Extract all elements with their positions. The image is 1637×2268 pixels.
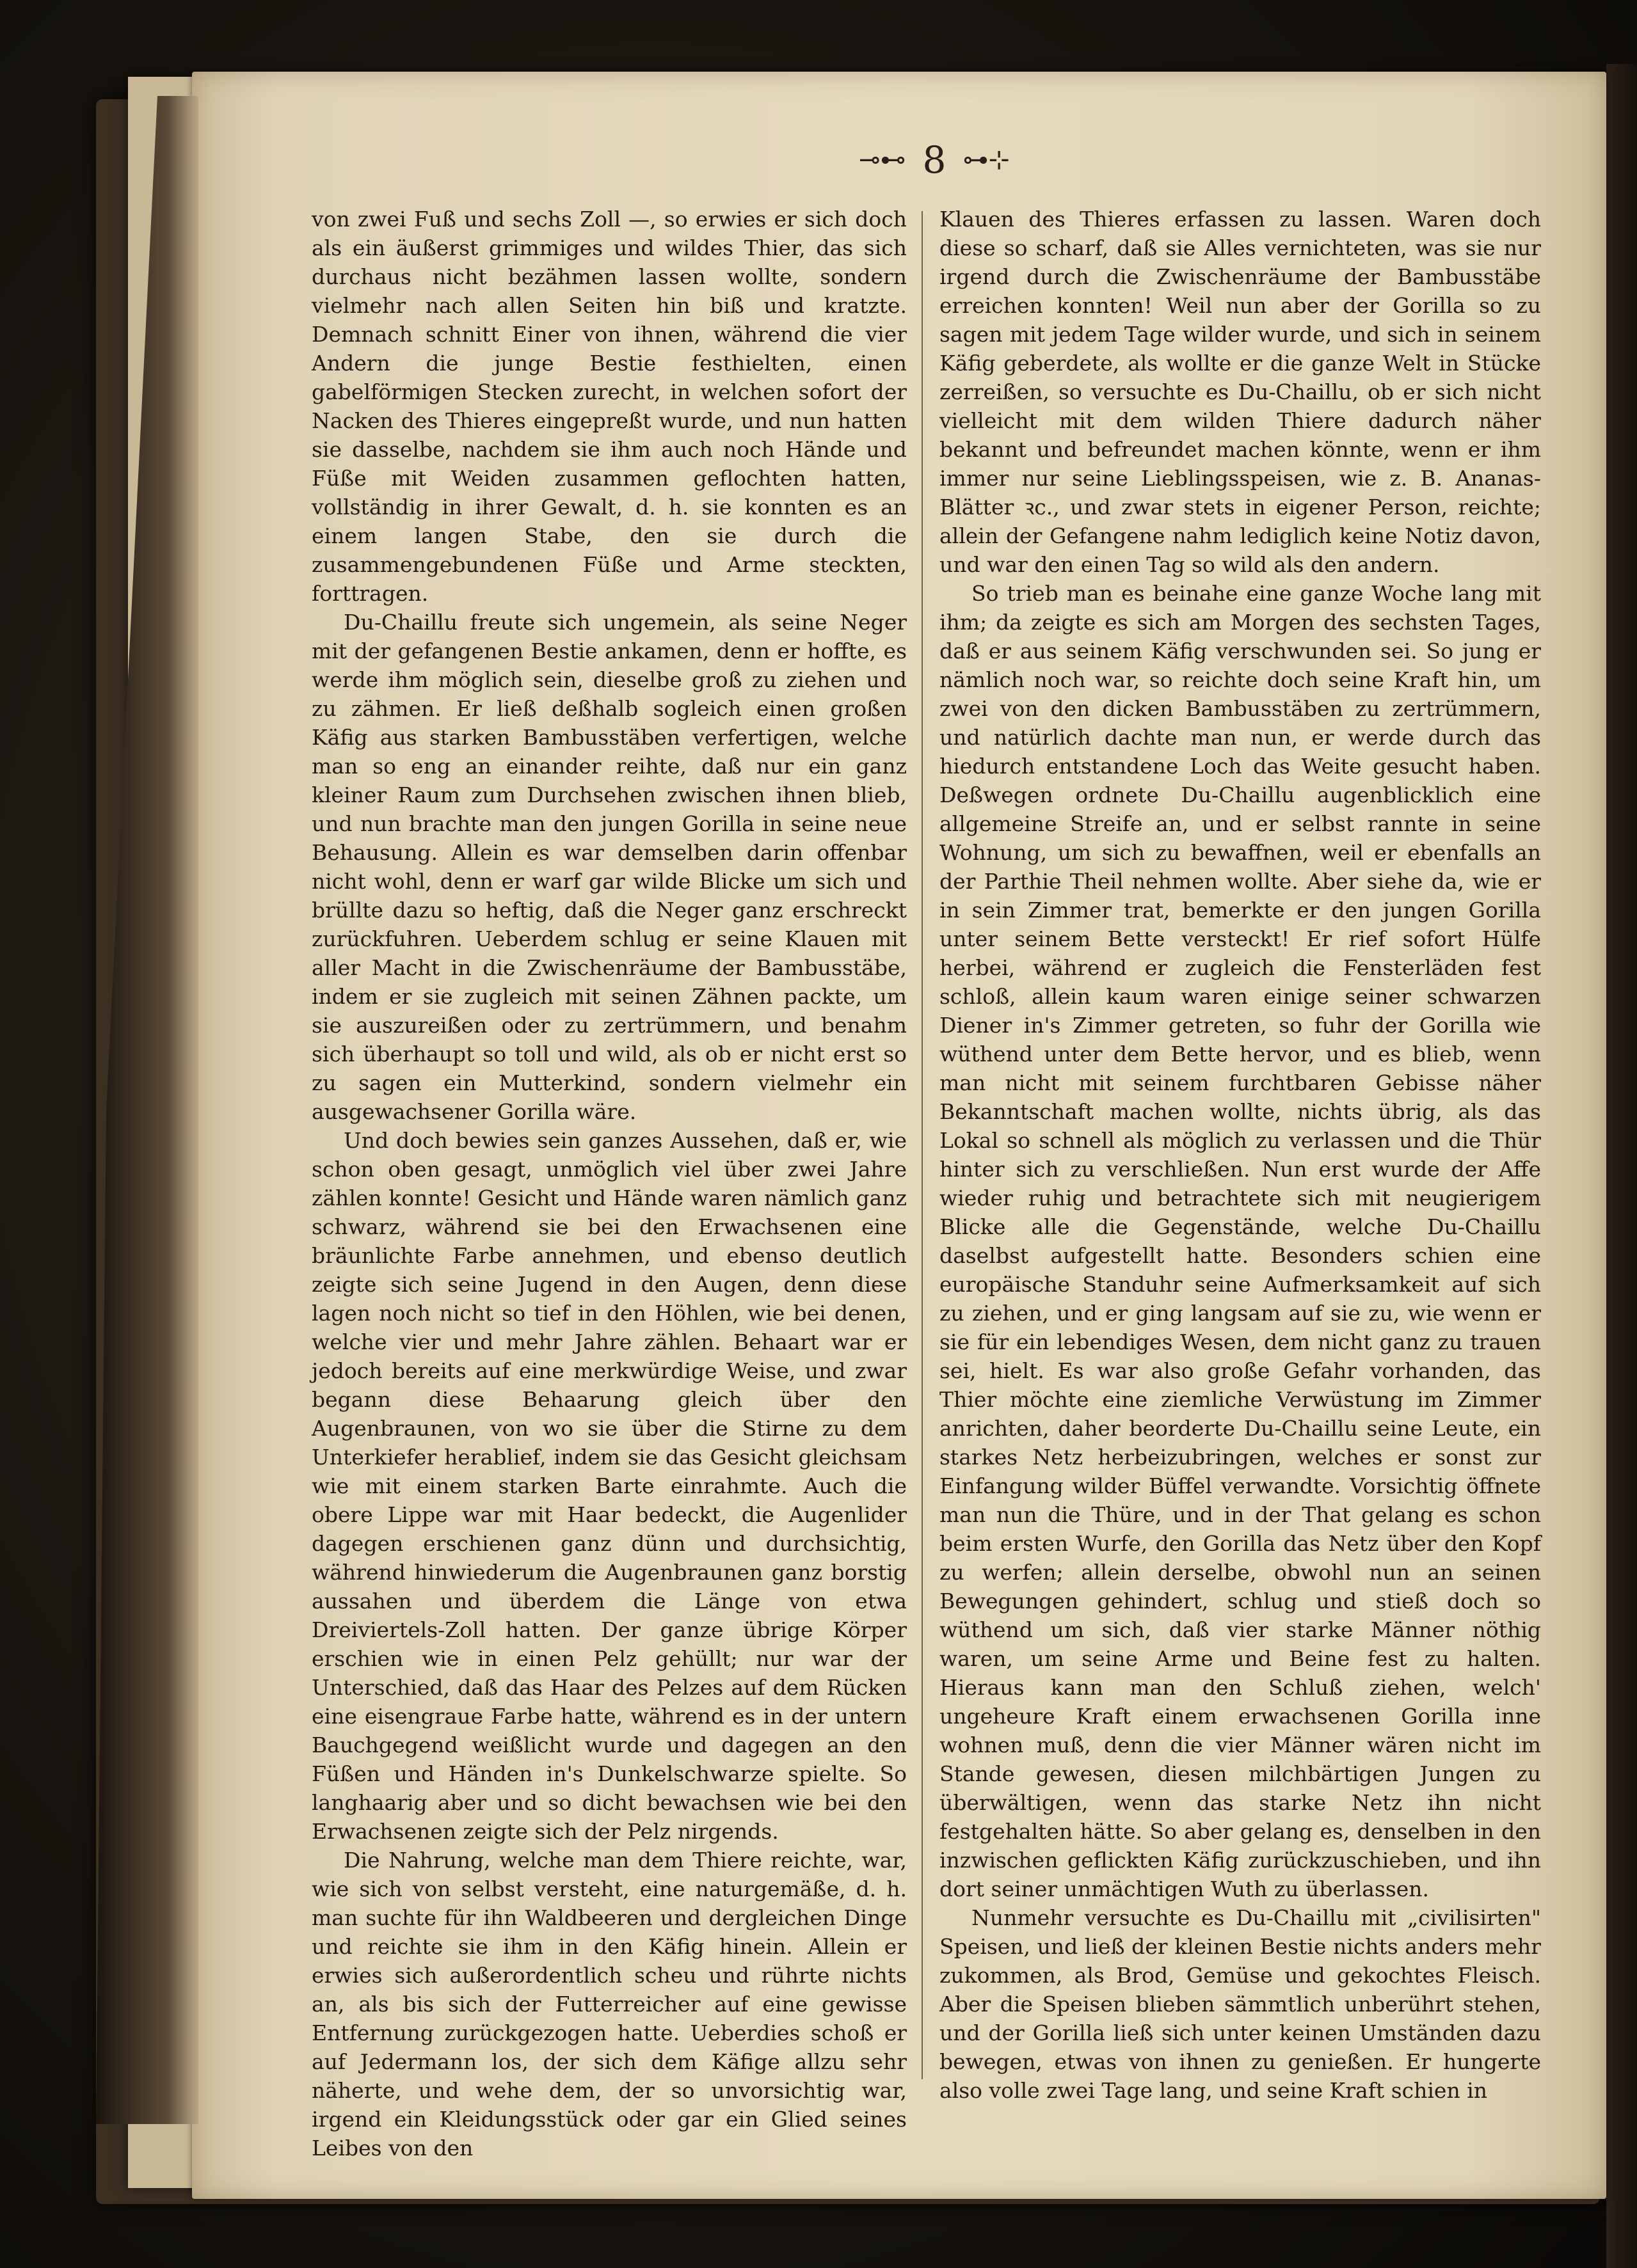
paragraph: Du-Chaillu freute sich ungemein, als seine Neger mit der gefangenen Bestie ankamen, denn er hoffte, es werde ihm möglich sein, dieselbe groß zu ziehen und zu zähmen. Er ließ deßhalb sogleich einen großen Käfig aus starken Bambusstäben verfertigen, welche man so eng an einander reihte, daß nur ein ganz kleiner Raum zum Durchsehen zwischen ihnen blieb, und nun brachte man den jungen Gorilla in seine neue Behausung. Allein es war demselben darin offenbar nicht wohl, denn er warf gar wilde Blicke um sich und brüllte dazu so heftig, daß die Neger ganz erschreckt zurückfuhren. Ueberdem schlug er seine Klauen mit aller Macht in die Zwischenräume der Bambusstäbe, indem er sie zugleich mit seinen Zähnen packte, um sie auszureißen oder zu zertrümmern, und benahm sich überhaupt so toll und wild, als ob er nicht erst so zu sagen ein Mutterkind, sondern vielmehr ein ausgewachsener Gorilla wäre. — [312, 610, 907, 1124]
paragraph: Die Nahrung, welche man dem Thiere reichte, war, wie sich von selbst versteht, eine naturgemäße, d. h. man suchte für ihn Waldbeeren und dergleichen Dinge und reichte sie ihm in den Käfig hinein. Allein er erwies sich außerordentlich scheu und rührte nichts an, als bis sich der Futterreicher auf eine gewisse Entfernung zurückgezogen hatte. Ueberdies schoß er auf Jedermann los, der sich dem Käfige allzu sehr näherte, und wehe dem, der so unvorsichtig war, irgend ein Kleidungsstück oder gar ein Glied seines Leibes von den — [312, 1848, 907, 2161]
paragraph: Klauen des Thieres erfassen zu lassen. Waren doch diese so scharf, daß sie Alles vernichteten, was sie nur irgend durch die Zwischenräume der Bambusstäbe erreichen konnten! Weil nun aber der Gorilla so zu sagen mit jedem Tage wilder wurde, und sich in seinem Käfig geberdete, als wollte er die ganze Welt in Stücke zerreißen, so versuchte es Du-Chaillu, ob er sich nicht vielleicht mit dem wilden Thiere dadurch näher bekannt und befreundet machen könnte, wenn er ihm immer nur seine Lieblingsspeisen, wie z. B. Ananas-Blätter ꝛc., und zwar stets in eigener Person, reichte; allein der Gefangene nahm lediglich keine Notiz davon, und war den einen Tag so wild als den andern. — [939, 207, 1541, 577]
paragraph: Nunmehr versuchte es Du-Chaillu mit „civilisirten" Speisen, und ließ der kleinen Bestie nichts anders mehr zukommen, als Brod, Gemüse und gekochtes Fleisch. Aber die Speisen blieben sämmtlich unberührt stehen, und der Gorilla ließ sich unter keinen Umständen dazu bewegen, etwas von ihnen zu genießen. Er hungerte also volle zwei Tage lang, und seine Kraft schien in — [939, 1905, 1541, 2103]
paragraph: So trieb man es beinahe eine ganze Woche lang mit ihm; da zeigte es sich am Morgen des sechsten Tages, daß er aus seinem Käfig verschwunden sei. So jung er nämlich noch war, so reichte doch seine Kraft hin, um zwei von den dicken Bambusstäben zu zertrümmern, und natürlich dachte man nun, er werde durch das hiedurch entstandene Loch das Weite gesucht haben. Deßwegen ordnete Du-Chaillu augenblicklich eine allgemeine Streife an, und er selbst rannte in seine Wohnung, um sich zu bewaffnen, weil er ebenfalls an der Parthie Theil nehmen wollte. Aber siehe da, wie er in sein Zimmer trat, bemerkte er den jungen Gorilla unter seinem Bette versteckt! Er rief sofort Hülfe herbei, während er zugleich die Fensterläden fest schloß, allein kaum waren einige seiner schwarzen Diener in's Zimmer getreten, so fuhr der Gorilla wie wüthend unter dem Bette hervor, und es blieb, wenn man nicht mit seinem furchtbaren Gebisse näher Bekanntschaft machen wollte, nichts übrig, als das Lokal so schnell als möglich zu verlassen und die Thür hinter sich zu verschließen. Nun erst wurde der Affe wieder ruhig und betrachtete sich mit neugierigem Blicke alle die Gegenstände, welche Du-Chaillu daselbst aufgestellt hatte. Besonders schien eine europäische Standuhr seine Aufmerksamkeit auf sich zu ziehen, und er ging langsam auf sie zu, wie wenn er sie für ein lebendiges Wesen, dem nicht ganz zu trauen sei, hielt. Es war also große Gefahr vorhanden, das Thier möchte eine ziemliche Verwüstung im Zimmer anrichten, daher beorderte Du-Chaillu seine Leute, ein starkes Netz herbeizubringen, welches er sonst zur Einfangung wilder Büffel verwandte. Vorsichtig öffnete man nun die Thüre, und in der That gelang es schon beim ersten Wurfe, den Gorilla das Netz über den Kopf zu werfen; allein derselbe, obwohl nun an seinen Bewegungen gehindert, schlug und stieß doch so wüthend um sich, daß vier starke Männer nöthig waren, um seine Arme und Beine fest zu halten. Hieraus kann man den Schluß ziehen, welch' ungeheure Kraft einem erwachsenen Gorilla inne wohnen muß, denn die vier Männer wären nicht im Stande gewesen, diesen milchbärtigen Jungen zu überwältigen, wenn das starke Netz ihn nicht festgehalten hätte. So aber gelang es, denselben in den inzwischen geflickten Käfig zurückzuschieben, und ihn dort seiner unmächtigen Wuth zu überlassen. — [939, 581, 1541, 1901]
column-divider — [922, 211, 923, 2079]
page-number: 8 — [922, 138, 946, 182]
book-spine — [1606, 64, 1637, 2268]
ornament-left-icon: ⊸⊷ — [859, 145, 906, 175]
ornament-right-icon: ⊶⊹ — [962, 145, 1010, 175]
left-text-column — [312, 205, 907, 2161]
right-text-column — [939, 205, 1541, 2103]
paragraph: Und doch bewies sein ganzes Aussehen, daß er, wie schon oben gesagt, unmöglich viel über zwei Jahre zählen konnte! Gesicht und Hände waren nämlich ganz schwarz, während sie bei den Erwachsenen eine bräunlichte Farbe annehmen, und ebenso deutlich zeigte sich seine Jugend in den Augen, denn diese lagen noch nicht so tief in den Höhlen, wie bei denen, welche vier und mehr Jahre zählen. Behaart war er jedoch bereits auf eine merkwürdige Weise, und zwar begann diese Behaarung gleich über den Augenbraunen, von wo sie über die Stirne zu dem Unterkiefer herablief, indem sie das Gesicht gleichsam wie mit einem starken Barte einrahmte. Auch die obere Lippe war mit Haar bedeckt, die Augenlider dagegen erschienen ganz dünn und durchsichtig, während hinwiederum die Augenbraunen ganz borstig aussahen und überdem die Länge von etwa Dreiviertels-Zoll hatten. Der ganze übrige Körper erschien wie in einen Pelz gehüllt; nur war der Unterschied, daß das Haar des Pelzes auf dem Rücken eine eisengraue Farbe hatte, während es in der untern Bauchgegend weißlicht wurde und dagegen an den Füßen und Händen in's Dunkelschwarze spielte. So langhaarig aber und so dicht bewachsen wie bei den Erwachsenen zeigte sich der Pelz nirgends. — [312, 1128, 907, 1844]
page-header — [787, 131, 1082, 189]
paragraph: von zwei Fuß und sechs Zoll —, so erwies er sich doch als ein äußerst grimmiges und wildes Thier, das sich durchaus nicht bezähmen lassen wollte, sondern vielmehr nach allen Seiten hin biß und kratzte. Demnach schnitt Einer von ihnen, während die vier Andern die junge Bestie festhielten, einen gabelförmigen Stecken zurecht, in welchen sofort der Nacken des Thieres eingepreßt wurde, und nun hatten sie dasselbe, nachdem sie ihm auch noch Hände und Füße mit Weiden zusammen geflochten hatten, vollständig in ihrer Gewalt, d. h. sie konnten es an einem langen Stabe, den sie durch die zusammengebundenen Füße und Arme steckten, forttragen. — [312, 207, 907, 606]
